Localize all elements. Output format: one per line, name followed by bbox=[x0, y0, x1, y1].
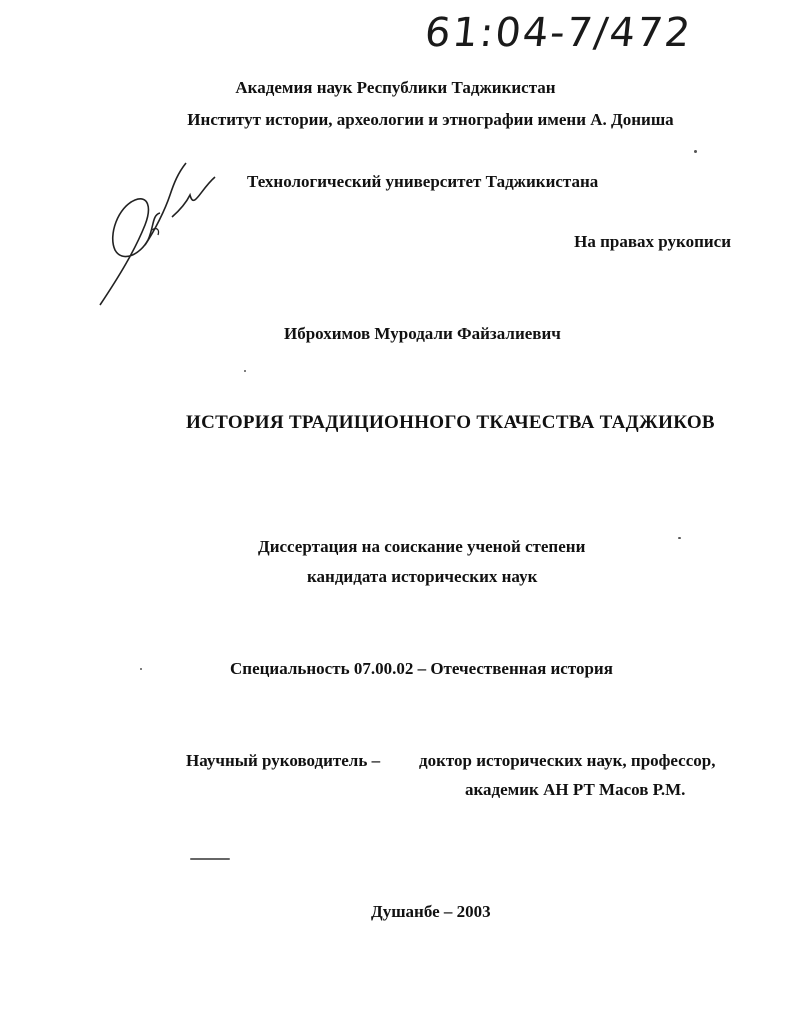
dissertation-title: ИСТОРИЯ ТРАДИЦИОННОГО ТКАЧЕСТВА ТАДЖИКОВ bbox=[186, 412, 715, 433]
scan-speck bbox=[694, 150, 697, 153]
city-year: Душанбе – 2003 bbox=[371, 902, 491, 921]
supervisor-label: Научный руководитель – bbox=[186, 751, 381, 770]
scan-speck bbox=[190, 858, 230, 860]
dissertation-line-1: Диссертация на соискание ученой степени bbox=[258, 537, 586, 556]
university-name: Технологический университет Таджикистана bbox=[247, 172, 599, 191]
academy-name: Академия наук Республики Таджикистан bbox=[235, 78, 556, 97]
scan-speck bbox=[140, 668, 142, 670]
manuscript-rights: На правах рукописи bbox=[574, 232, 731, 251]
institute-name: Институт истории, археологии и этнографии имени А. Дониша bbox=[187, 110, 674, 129]
signature bbox=[90, 155, 230, 310]
supervisor-line-2: академик АН РТ Масов Р.М. bbox=[465, 780, 686, 799]
dissertation-line-2: кандидата исторических наук bbox=[307, 567, 538, 586]
scan-speck bbox=[678, 537, 681, 539]
author-name: Иброхимов Муродали Файзалиевич bbox=[284, 324, 561, 343]
scan-speck bbox=[244, 370, 246, 372]
archive-number: 61:04-7/472 bbox=[422, 10, 695, 56]
supervisor-line-1: доктор исторических наук, профессор, bbox=[419, 751, 716, 770]
specialty: Специальность 07.00.02 – Отечественная история bbox=[230, 659, 613, 678]
